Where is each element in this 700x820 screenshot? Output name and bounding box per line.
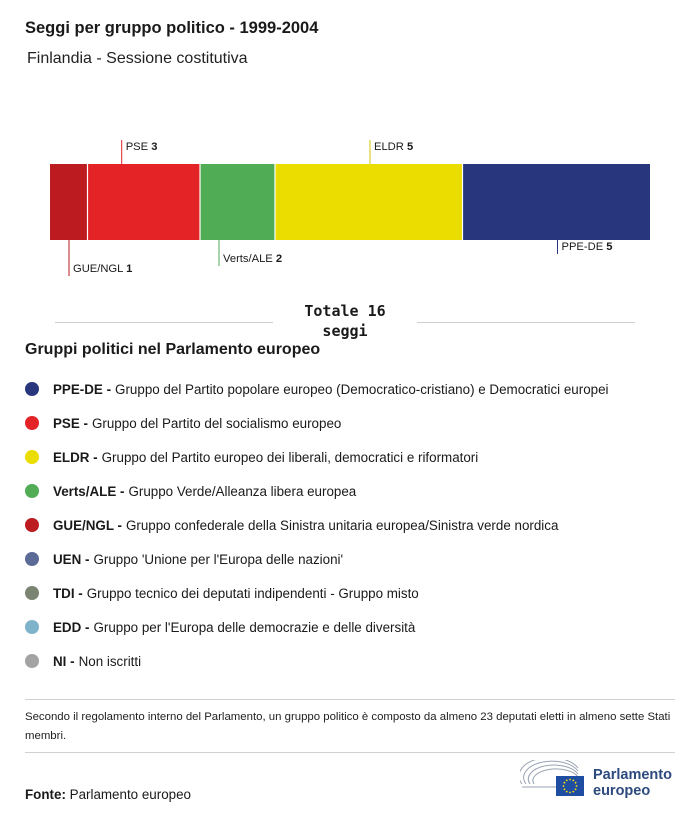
legend-desc: Gruppo per l'Europa delle democrazie e delle diversità [93,619,416,635]
chart-title: Seggi per gruppo politico - 1999-2004 [25,19,319,37]
bar-segment-eldr [275,164,463,240]
hemicycle-flag-icon [520,760,590,800]
legend-desc: Non iscritti [78,653,142,669]
segment-label-name: GUE/NGL [73,263,127,275]
legend-swatch [25,654,39,668]
legend-swatch [25,416,39,430]
legend [25,372,685,678]
total-label-line1: Totale 16 [304,302,386,320]
segment-label-name: Verts/ALE [223,253,276,265]
legend-swatch [25,586,39,600]
legend-swatch [25,450,39,464]
divider [25,699,675,700]
source [25,787,191,802]
segment-label [374,141,413,153]
logo-text-line1: Parlamento [593,767,672,783]
legend-desc: Gruppo 'Unione per l'Europa delle nazioni' [93,551,344,567]
legend-item [25,542,685,576]
bar-segment-verts-ale [200,164,275,240]
segment-label-value: 5 [606,241,613,253]
legend-item [25,576,685,610]
legend-item [25,644,685,678]
legend-swatch [25,382,39,396]
legend-abbr: PPE-DE - [53,381,112,397]
legend-desc: Gruppo del Partito europeo dei liberali, democratici e riformatori [101,449,479,465]
segment-label-name: PSE [125,141,152,153]
divider [25,752,675,753]
segment-label-name: ELDR [374,141,407,153]
legend-swatch [25,484,39,498]
segment-label-name: PPE-DE [561,241,607,253]
segment-label [223,253,282,265]
legend-swatch [25,518,39,532]
parliament-logo [520,760,680,800]
source-label: Fonte: [25,787,66,802]
legend-desc: Gruppo confederale della Sinistra unitaria europea/Sinistra verde nordica [125,517,559,533]
segment-label [562,241,613,253]
stacked-bar-chart [0,130,700,290]
legend-item [25,406,685,440]
legend-abbr: Verts/ALE - [53,483,125,499]
bar-segment-gue-ngl [50,164,88,240]
total-divider-left [55,322,273,323]
legend-desc: Gruppo tecnico dei deputati indipendenti - Gruppo misto [86,585,419,601]
legend-title: Gruppi politici nel Parlamento europeo [25,341,321,358]
legend-item [25,508,685,542]
total-label-line2: seggi [322,322,368,340]
logo-text [593,767,672,799]
segment-label-value: 3 [151,141,158,153]
legend-abbr: EDD - [53,619,90,635]
bar-segment-pse [88,164,201,240]
legend-desc: Gruppo Verde/Alleanza libera europea [128,483,357,499]
legend-abbr: UEN - [53,551,90,567]
logo-text-line2: europeo [593,783,651,799]
legend-swatch [25,620,39,634]
footnote: Secondo il regolamento interno del Parlamento, un gruppo politico è composto da almeno 23 deputati eletti in almeno sette Stati membri. [25,711,671,742]
legend-swatch [25,552,39,566]
legend-abbr: PSE - [53,415,88,431]
chart-subtitle: Finlandia - Sessione costitutiva [27,50,248,67]
legend-item [25,372,685,406]
legend-abbr: ELDR - [53,449,98,465]
total-seats [55,301,635,341]
legend-desc: Gruppo del Partito del socialismo europeo [91,415,342,431]
legend-item [25,610,685,644]
legend-abbr: GUE/NGL - [53,517,122,533]
legend-item [25,440,685,474]
segment-label-value: 1 [126,263,133,275]
segment-label [126,141,158,153]
total-label [275,301,415,341]
segment-label-value: 5 [406,141,414,153]
legend-abbr: TDI - [53,585,83,601]
legend-item [25,474,685,508]
legend-desc: Gruppo del Partito popolare europeo (Democratico-cristiano) e Democratici europei [115,381,609,397]
segment-label-value: 2 [275,253,283,265]
legend-abbr: NI - [53,653,75,669]
source-value: Parlamento europeo [69,787,191,802]
segment-label [73,263,132,275]
bar-segment-ppe-de [463,164,651,240]
total-divider-right [417,322,635,323]
